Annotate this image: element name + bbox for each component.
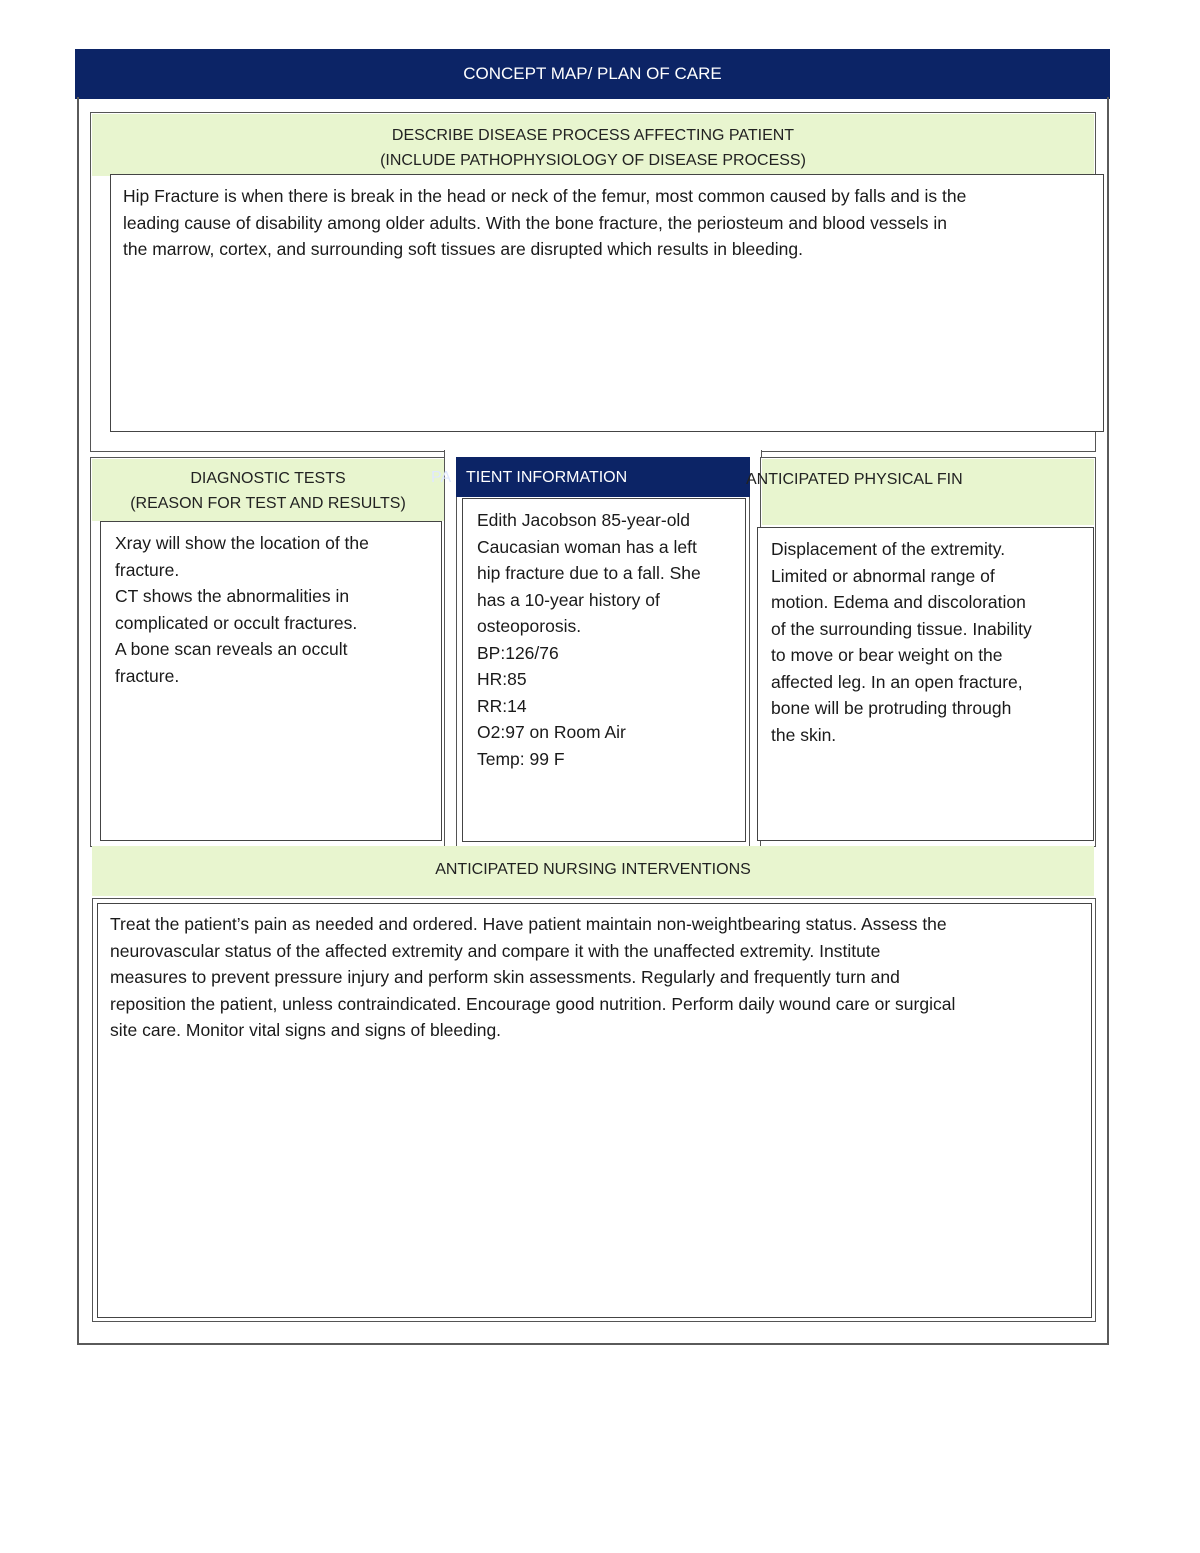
disease-line: the marrow, cortex, and surrounding soft tissues are disrupted which results in bleeding. [123,239,803,259]
patient-vital-rr: RR:14 [477,695,527,716]
page-title: CONCEPT MAP/ PLAN OF CARE [463,64,722,83]
physical-findings-text-box [757,527,1094,841]
diagnostic-line: A bone scan reveals an occult [115,639,348,659]
physical-line: affected leg. In an open fracture, [771,671,1023,692]
patient-line: hip fracture due to a fall. She [477,563,701,583]
interventions-line: reposition the patient, unless contraindicated. Encourage good nutrition. Perform daily wound care or surgical [110,993,956,1014]
interventions-line: site care. Monitor vital signs and signs of bleeding. [110,1020,502,1040]
physical-heading-text: ANTICIPATED PHYSICAL FIN [746,471,963,488]
patient-text-box [462,498,746,842]
disease-heading-line-1: DESCRIBE DISEASE PROCESS AFFECTING PATIENT [391,127,795,144]
interventions-line: measures to prevent pressure injury and perform skin assessments. Regularly and frequently turn and [110,967,900,987]
patient-line: osteoporosis. [477,616,582,636]
diagnostic-line: Xray will show the location of the [115,533,369,553]
patient-vital-bp: BP:126/76 [477,642,559,663]
diagnostic-line: complicated or occult fractures. [115,612,358,633]
patient-heading-overlap: PA [431,469,452,486]
disease-line: leading cause of disability among older adults. With the bone fracture, the periosteum and blood vessels in [123,212,947,233]
diagnostic-line: CT shows the abnormalities in [115,586,350,606]
disease-line: Hip Fracture is when there is break in the head or neck of the femur, most common caused by falls and is the [123,186,967,206]
diagnostic-line: fracture. [115,559,180,580]
patient-line: has a 10-year history of [477,589,660,610]
interventions-text-box [97,903,1092,1318]
physical-line: Displacement of the extremity. [771,539,1006,559]
diagnostic-line: fracture. [115,665,180,686]
concept-map-title-bar [75,49,1110,99]
physical-findings-heading [746,459,1094,525]
physical-line: bone will be protruding through [771,698,1012,718]
diagnostic-heading [92,459,444,521]
physical-line: the skin. [771,724,837,745]
physical-line: of the surrounding tissue. Inability [771,618,1032,639]
patient-heading [456,457,750,497]
diagnostic-heading-line-1: DIAGNOSTIC TESTS [190,470,346,487]
disease-heading-line-2: (INCLUDE PATHOPHYSIOLOGY OF DISEASE PROCESS) [380,152,806,169]
patient-vital-temp: Temp: 99 F [477,748,565,769]
physical-line: Limited or abnormal range of [771,565,995,586]
physical-line: to move or bear weight on the [771,645,1003,665]
interventions-line: Treat the patient’s pain as needed and ordered. Have patient maintain non-weightbearing status. Assess the [110,914,947,934]
patient-vital-o2: O2:97 on Room Air [477,722,626,742]
interventions-heading [92,846,1094,896]
patient-vital-hr: HR:85 [477,669,527,689]
disease-process-heading [92,114,1094,176]
interventions-line: neurovascular status of the affected extremity and compare it with the unaffected extremity. Institute [110,940,881,961]
patient-heading-text: TIENT INFORMATION [466,469,628,486]
diagnostic-heading-line-2: (REASON FOR TEST AND RESULTS) [130,495,406,512]
physical-line: motion. Edema and discoloration [771,592,1026,612]
patient-line: Caucasian woman has a left [477,536,697,557]
patient-line: Edith Jacobson 85-year-old [477,510,691,530]
disease-process-text-box [110,174,1104,432]
interventions-heading-text: ANTICIPATED NURSING INTERVENTIONS [435,861,751,878]
diagnostic-text-box [100,521,442,841]
